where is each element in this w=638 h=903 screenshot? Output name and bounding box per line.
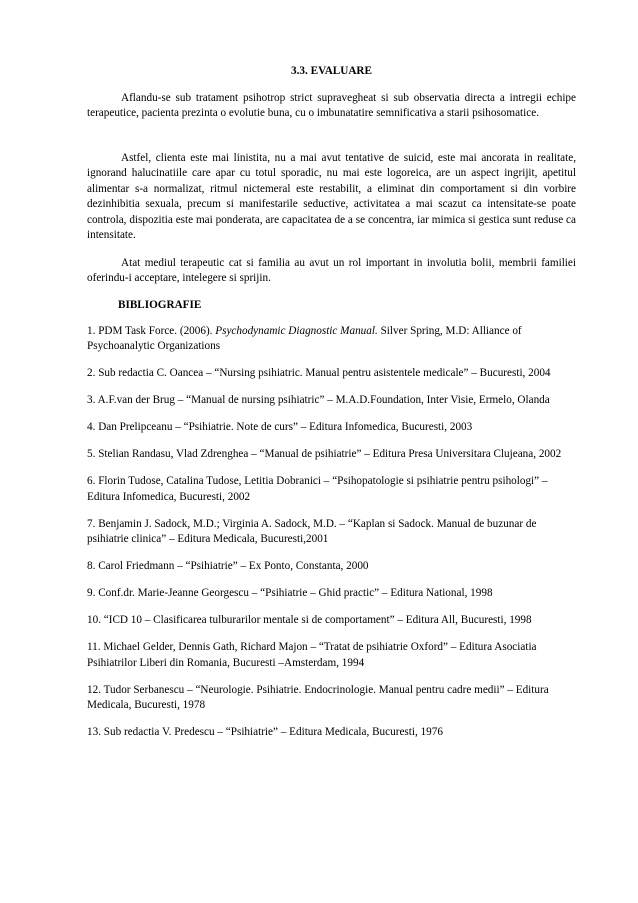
bib-text: 7. Benjamin J. Sadock, M.D.; Virginia A. Sadock, M.D. – “Kaplan si Sadock. Manual de buzunar de psihiatrie clinica” – Editura Medicala, Bucuresti,2001 [87, 517, 537, 546]
bib-text-rest: Silver Spring, M.D: Alliance of Psychoanalytic Organizations [87, 325, 522, 353]
bib-text: 13. Sub redactia V. Predescu – “Psihiatrie” – Editura Medicala, Bucuresti, 1976 [87, 726, 443, 739]
bibliography-list [87, 324, 576, 752]
bib-text: 9. Conf.dr. Marie-Jeanne Georgescu – “Psihiatrie – Ghid practic” – Editura National, 1998 [87, 587, 493, 600]
bib-text: 2. Sub redactia C. Oancea – “Nursing psihiatric. Manual pentru asistentele medicale” – Bucuresti, 2004 [87, 367, 551, 380]
bib-text: 1. PDM Task Force. (2006). [87, 325, 216, 337]
bibliography-item [87, 324, 576, 355]
bibliography-item [87, 420, 576, 435]
bib-text: 4. Dan Prelipceanu – “Psihiatrie. Note de curs” – Editura Infomedica, Bucuresti, 2003 [87, 421, 473, 434]
bib-text: 8. Carol Friedmann – “Psihiatrie” – Ex Ponto, Constanta, 2000 [87, 560, 369, 573]
bibliography-item [87, 640, 576, 671]
evaluation-paragraph-1: Aflandu-se sub tratament psihotrop strict supravegheat si sub observatia directa a intregii echipe terapeutice, pacienta prezinta o evolutie buna, cu o imbunatatire semnificativa a starii psihosomatice. [87, 92, 576, 120]
bibliography-item [87, 366, 576, 381]
bib-text: 11. Michael Gelder, Dennis Gath, Richard Majon – “Tratat de psihiatrie Oxford” – Editura Asociatia Psihiatrilor Liberi din Romania, Bucuresti –Amsterdam, 1994 [87, 641, 537, 669]
evaluation-paragraph-2: Astfel, clienta este mai linistita, nu a mai avut tentative de suicid, este mai ancorata in realitate, ignorand halucinatiile care apar cu totul sporadic, nu mai este logoreica, are un aspect ingrijit, apetitul alimentar s-a normalizat, ritmul nictemeral este restabilit, a eliminat din comportament si din vorbire dezinhibitia sexuala, precum si manifestarile seductive, activitatea a mai scazut ca intensitate-se poate controla, dispozitia este mai ponderata, are capacitatea de a se concentra, iar mimica si gestica sunt reduse ca intensitate. [87, 152, 576, 242]
bib-text: 5. Stelian Randasu, Vlad Zdrenghea – “Manual de psihiatrie” – Editura Presa Universitara Clujeana, 2002 [87, 448, 562, 461]
bibliography-item [87, 683, 576, 714]
bibliography-item [87, 559, 576, 574]
bibliography-item [87, 725, 576, 740]
bibliography-heading: BIBLIOGRAFIE [118, 299, 202, 311]
bibliography-item [87, 393, 576, 408]
bibliography-item [87, 474, 576, 505]
evaluation-paragraph-3: Atat mediul terapeutic cat si familia au avut un rol important in involutia bolii, membrii familiei oferindu-i acceptare, intelegere si sprijin. [87, 257, 576, 285]
bib-text: 6. Florin Tudose, Catalina Tudose, Letitia Dobranici – “Psihopatologie si psihiatrie pentru psihologi” – Editura Infomedica, Bucuresti, 2002 [87, 475, 548, 503]
bibliography-item [87, 613, 576, 628]
bibliography-item [87, 447, 576, 462]
bib-text: 12. Tudor Serbanescu – “Neurologie. Psihiatrie. Endocrinologie. Manual pentru cadre medii” – Editura Medicala, Bucuresti, 1978 [87, 683, 549, 712]
bib-title-italic: Psychodynamic Diagnostic Manual. [215, 325, 378, 337]
bib-text: 10. “ICD 10 – Clasificarea tulburarilor mentale si de comportament” – Editura All, Bucuresti, 1998 [87, 614, 532, 627]
section-title: 3.3. EVALUARE [291, 65, 372, 77]
bibliography-item [87, 517, 576, 548]
bibliography-item [87, 586, 576, 601]
bib-text: 3. A.F.van der Brug – “Manual de nursing psihiatric” – M.A.D.Foundation, Inter Visie, Ermelo, Olanda [87, 394, 550, 407]
